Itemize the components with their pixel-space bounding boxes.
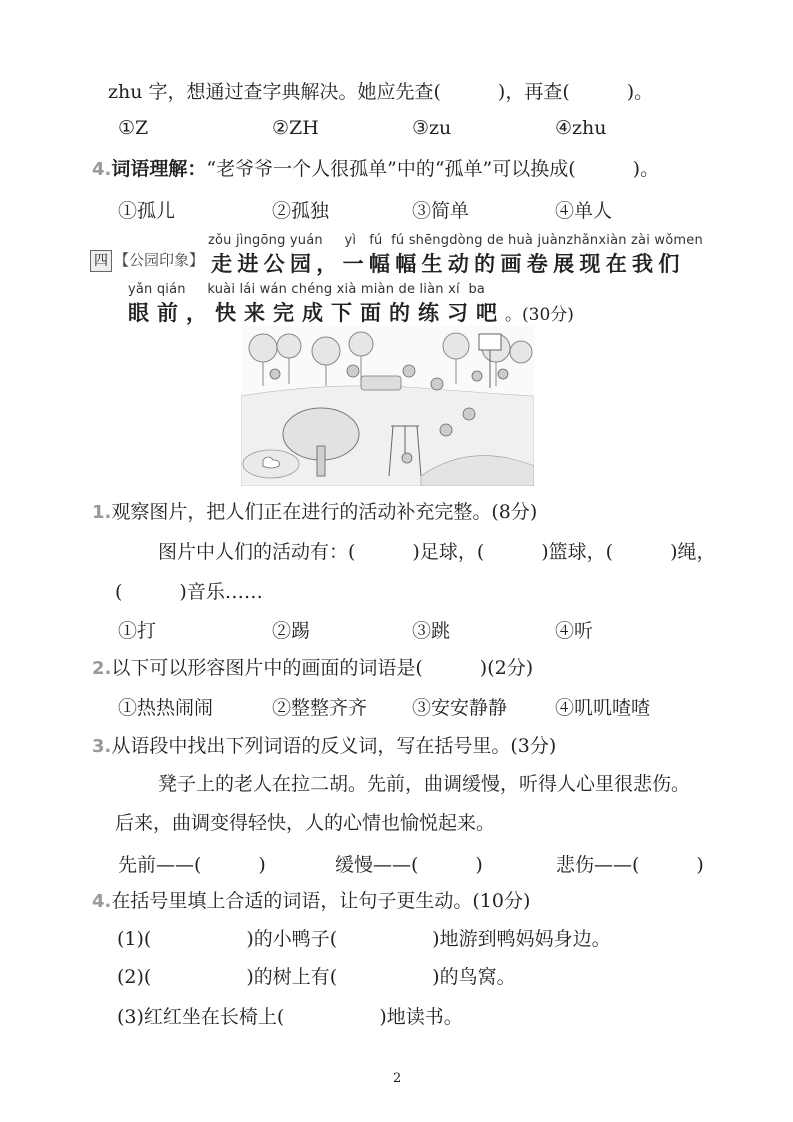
page-number: 2 <box>393 1071 402 1086</box>
option-3[interactable]: ③简单 <box>412 200 470 222</box>
pinyin: zǒu <box>208 233 232 248</box>
question-4-word-understanding <box>92 157 659 182</box>
fill-item-1[interactable]: (1)( )的小鸭子( )地游到鸭妈妈身边。 <box>117 928 611 950</box>
question-number: 4. <box>92 891 112 912</box>
pinyin: liàn <box>419 282 444 297</box>
pinyin: ba <box>468 282 486 297</box>
hanzi: 走 <box>211 251 238 276</box>
pinyin: xí <box>448 282 460 297</box>
option-3[interactable]: ③跳 <box>412 620 451 642</box>
question-label: 词语理解： <box>111 158 207 180</box>
question-text: 观察图片，把人们正在进行的活动补充完整。(8分) <box>111 501 538 523</box>
hanzi: 卷 <box>526 251 554 276</box>
option-1[interactable]: ①打 <box>118 620 157 642</box>
hanzi: 眼 <box>128 300 157 325</box>
question-continuation: zhu 字，想通过查字典解决。她应先查( )，再查( )。 <box>108 81 654 103</box>
hanzi: ， <box>186 300 215 325</box>
option-2[interactable]: ②踢 <box>272 620 311 642</box>
fill-item-3[interactable]: (3)红红坐在长椅上( )地读书。 <box>117 1006 463 1028</box>
section-score: 。(30分) <box>505 305 574 325</box>
option-2[interactable]: ②孤独 <box>272 200 330 222</box>
pinyin: chéng <box>291 282 333 297</box>
hanzi: 一 <box>342 251 369 276</box>
hanzi: 公 <box>263 251 290 276</box>
pinyin: yuán <box>289 233 323 248</box>
passage-line-2: 后来，曲调变得轻快，人的心情也愉悦起来。 <box>115 812 496 834</box>
section-intro-line-2 <box>128 297 574 327</box>
hanzi: 画 <box>500 251 527 276</box>
park-illustration <box>241 326 534 486</box>
question-text: 以下可以形容图片中的画面的词语是( )(2分) <box>111 657 534 679</box>
option-3[interactable]: ③zu <box>412 117 452 139</box>
hanzi: 幅 <box>368 251 396 276</box>
pinyin: yì <box>344 233 357 248</box>
hanzi: 来 <box>244 300 273 325</box>
hanzi: 成 <box>302 300 331 325</box>
question-text: 在括号里填上合适的词语，让句子更生动。(10分) <box>111 890 531 912</box>
option-4[interactable]: ④叽叽喳喳 <box>555 697 651 719</box>
pinyin: zài <box>631 233 651 248</box>
hanzi: 生 <box>421 251 448 276</box>
hanzi: 进 <box>237 251 264 276</box>
hanzi: 下 <box>331 300 360 325</box>
pinyin-row-2 <box>128 282 485 297</box>
section-header <box>90 249 204 272</box>
pinyin: miàn <box>360 282 395 297</box>
pinyin: jìn <box>235 233 253 248</box>
pinyin: men <box>673 233 703 248</box>
hanzi: 吧 <box>476 300 505 325</box>
passage-line-1: 凳子上的老人在拉二胡。先前，曲调缓慢，听得人心里很悲伤。 <box>158 773 691 795</box>
pinyin: de <box>398 282 416 297</box>
pinyin: dòng <box>449 233 483 248</box>
pinyin: wǒ <box>654 233 674 248</box>
pinyin: kuài <box>207 282 236 297</box>
pinyin: de <box>487 233 504 248</box>
hanzi: 展 <box>553 251 580 276</box>
question-4-fill <box>92 889 530 914</box>
question-1-fill-line-2: ( )音乐…… <box>115 581 263 603</box>
question-number: 3. <box>92 736 112 757</box>
hanzi: ， <box>316 251 343 276</box>
question-number: 1. <box>92 502 112 523</box>
pinyin-row-1 <box>208 233 703 248</box>
hanzi: 前 <box>157 300 186 325</box>
pinyin: qián <box>156 282 186 297</box>
question-2 <box>92 656 533 681</box>
options-row-top <box>0 117 793 141</box>
pinyin: gōng <box>252 233 286 248</box>
antonym-pair-2[interactable]: 缓慢——( ) <box>335 854 483 876</box>
option-1[interactable]: ①热热闹闹 <box>118 697 214 719</box>
hanzi: 快 <box>215 300 244 325</box>
hanzi: 现 <box>579 251 606 276</box>
option-1[interactable]: ①孤儿 <box>118 200 176 222</box>
option-2[interactable]: ②整整齐齐 <box>272 697 368 719</box>
hanzi: 的 <box>474 251 501 276</box>
pinyin: shēng <box>408 233 450 248</box>
pinyin: fú <box>391 233 405 248</box>
antonym-pair-1[interactable]: 先前——( ) <box>118 854 266 876</box>
hanzi: 园 <box>289 251 317 276</box>
pinyin: zhǎn <box>566 233 599 248</box>
question-number: 4. <box>92 159 112 180</box>
hanzi: 动 <box>447 251 475 276</box>
pinyin: wán <box>259 282 288 297</box>
option-4[interactable]: ④听 <box>555 620 594 642</box>
hanzi: 幅 <box>395 251 422 276</box>
question-number: 2. <box>92 658 112 679</box>
option-4[interactable]: ④单人 <box>555 200 613 222</box>
hanzi: 完 <box>273 300 302 325</box>
pinyin: xià <box>336 282 357 297</box>
options-row-q1 <box>0 616 793 640</box>
hanzi: 我 <box>632 251 659 276</box>
pinyin: huà <box>508 233 534 248</box>
hanzi: 习 <box>447 300 476 325</box>
options-row-q2 <box>0 693 793 717</box>
question-text: 从语段中找出下列词语的反义词，写在括号里。(3分) <box>111 735 557 757</box>
option-4[interactable]: ④zhu <box>555 117 607 139</box>
pinyin: lái <box>239 282 256 297</box>
hanzi: 的 <box>389 300 418 325</box>
hanzi: 练 <box>418 300 447 325</box>
fill-item-2[interactable]: (2)( )的树上有( )的鸟窝。 <box>117 966 516 988</box>
pinyin: xiàn <box>598 233 627 248</box>
pinyin: yǎn <box>128 282 153 297</box>
antonym-pair-3[interactable]: 悲伤——( ) <box>556 854 704 876</box>
section-intro-line-1 <box>211 248 685 278</box>
antonym-pairs <box>0 850 793 874</box>
hanzi: 面 <box>360 300 389 325</box>
pinyin: fú <box>369 233 383 248</box>
question-3 <box>92 734 556 759</box>
question-1-fill-line: 图片中人们的活动有：( )足球，( )篮球，( )绳， <box>158 541 716 563</box>
pinyin: juàn <box>537 233 567 248</box>
option-2[interactable]: ②ZH <box>272 117 319 139</box>
hanzi: 在 <box>605 251 632 276</box>
question-text: “老爷爷一个人很孤单”中的“孤单”可以换成( )。 <box>206 158 660 180</box>
question-1 <box>92 500 537 525</box>
section-tag: 【公园印象】 <box>114 251 205 269</box>
options-row-q4a <box>0 196 793 220</box>
section-number-box: 四 <box>90 250 112 272</box>
option-1[interactable]: ①Z <box>118 117 149 139</box>
hanzi: 们 <box>658 251 685 276</box>
option-3[interactable]: ③安安静静 <box>412 697 508 719</box>
